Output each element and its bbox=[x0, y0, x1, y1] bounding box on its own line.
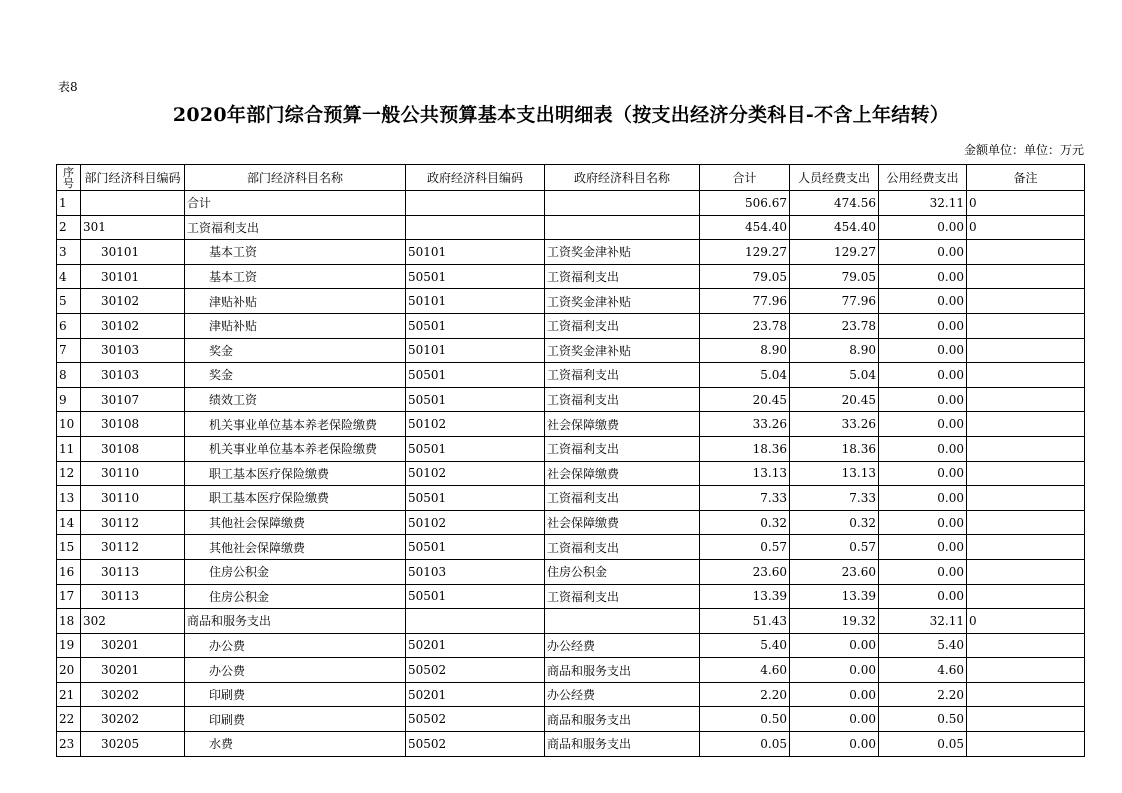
cell-total: 129.27 bbox=[700, 240, 790, 265]
cell-gov-name: 工资奖金津补贴 bbox=[545, 240, 700, 265]
cell-note bbox=[967, 412, 1085, 437]
header-public: 公用经费支出 bbox=[879, 165, 967, 191]
header-dept-code: 部门经济科目编码 bbox=[81, 165, 185, 191]
cell-gov-name: 工资福利支出 bbox=[545, 387, 700, 412]
cell-personnel: 33.26 bbox=[790, 412, 879, 437]
cell-gov-code: 50103 bbox=[406, 559, 545, 584]
cell-seq: 14 bbox=[57, 510, 81, 535]
cell-gov-code: 50101 bbox=[406, 289, 545, 314]
cell-dept-code: 30205 bbox=[81, 732, 185, 757]
cell-dept-code: 30110 bbox=[81, 461, 185, 486]
cell-gov-name: 工资福利支出 bbox=[545, 535, 700, 560]
cell-gov-name: 商品和服务支出 bbox=[545, 732, 700, 757]
cell-public: 4.60 bbox=[879, 658, 967, 683]
cell-note: 0 bbox=[967, 191, 1085, 216]
cell-gov-code: 50201 bbox=[406, 633, 545, 658]
cell-gov-code bbox=[406, 609, 545, 634]
cell-total: 2.20 bbox=[700, 682, 790, 707]
cell-total: 23.78 bbox=[700, 313, 790, 338]
cell-seq: 13 bbox=[57, 486, 81, 511]
cell-public: 0.00 bbox=[879, 289, 967, 314]
cell-public: 32.11 bbox=[879, 191, 967, 216]
cell-note: 0 bbox=[967, 215, 1085, 240]
table-row bbox=[57, 412, 1085, 437]
table-row bbox=[57, 289, 1085, 314]
header-dept-name: 部门经济科目名称 bbox=[185, 165, 406, 191]
cell-gov-name: 商品和服务支出 bbox=[545, 658, 700, 683]
cell-personnel: 20.45 bbox=[790, 387, 879, 412]
cell-seq: 21 bbox=[57, 682, 81, 707]
cell-gov-name: 工资福利支出 bbox=[545, 363, 700, 388]
cell-total: 0.50 bbox=[700, 707, 790, 732]
cell-gov-name: 办公经费 bbox=[545, 633, 700, 658]
cell-gov-name bbox=[545, 191, 700, 216]
cell-dept-name: 奖金 bbox=[185, 363, 406, 388]
cell-note bbox=[967, 633, 1085, 658]
cell-dept-code: 30202 bbox=[81, 682, 185, 707]
cell-personnel: 13.13 bbox=[790, 461, 879, 486]
header-note: 备注 bbox=[967, 165, 1085, 191]
cell-total: 5.40 bbox=[700, 633, 790, 658]
cell-dept-code: 30103 bbox=[81, 338, 185, 363]
cell-dept-code: 30113 bbox=[81, 584, 185, 609]
table-row bbox=[57, 436, 1085, 461]
table-row bbox=[57, 486, 1085, 511]
cell-seq: 6 bbox=[57, 313, 81, 338]
cell-public: 2.20 bbox=[879, 682, 967, 707]
cell-gov-code: 50102 bbox=[406, 461, 545, 486]
cell-total: 0.32 bbox=[700, 510, 790, 535]
cell-personnel: 7.33 bbox=[790, 486, 879, 511]
cell-public: 0.00 bbox=[879, 240, 967, 265]
cell-total: 13.39 bbox=[700, 584, 790, 609]
cell-dept-name: 印刷费 bbox=[185, 682, 406, 707]
cell-dept-name: 住房公积金 bbox=[185, 584, 406, 609]
cell-dept-code: 30108 bbox=[81, 436, 185, 461]
cell-gov-name: 工资福利支出 bbox=[545, 486, 700, 511]
cell-seq: 15 bbox=[57, 535, 81, 560]
cell-personnel: 79.05 bbox=[790, 264, 879, 289]
cell-total: 454.40 bbox=[700, 215, 790, 240]
cell-total: 18.36 bbox=[700, 436, 790, 461]
cell-dept-code: 30201 bbox=[81, 633, 185, 658]
cell-gov-name: 工资奖金津补贴 bbox=[545, 338, 700, 363]
cell-personnel: 0.00 bbox=[790, 633, 879, 658]
cell-gov-code: 50502 bbox=[406, 732, 545, 757]
cell-gov-name: 工资奖金津补贴 bbox=[545, 289, 700, 314]
cell-personnel: 454.40 bbox=[790, 215, 879, 240]
cell-note bbox=[967, 682, 1085, 707]
cell-note bbox=[967, 486, 1085, 511]
cell-public: 0.00 bbox=[879, 461, 967, 486]
cell-dept-code bbox=[81, 191, 185, 216]
cell-total: 13.13 bbox=[700, 461, 790, 486]
cell-total: 8.90 bbox=[700, 338, 790, 363]
table-row bbox=[57, 633, 1085, 658]
cell-public: 0.00 bbox=[879, 338, 967, 363]
cell-personnel: 23.78 bbox=[790, 313, 879, 338]
cell-personnel: 0.00 bbox=[790, 682, 879, 707]
cell-seq: 12 bbox=[57, 461, 81, 486]
cell-gov-name: 住房公积金 bbox=[545, 559, 700, 584]
cell-gov-code: 50501 bbox=[406, 264, 545, 289]
cell-gov-code: 50501 bbox=[406, 436, 545, 461]
cell-gov-code: 50102 bbox=[406, 510, 545, 535]
cell-public: 0.00 bbox=[879, 264, 967, 289]
cell-total: 7.33 bbox=[700, 486, 790, 511]
cell-seq: 9 bbox=[57, 387, 81, 412]
cell-total: 23.60 bbox=[700, 559, 790, 584]
cell-note bbox=[967, 732, 1085, 757]
cell-gov-code: 50102 bbox=[406, 412, 545, 437]
cell-total: 4.60 bbox=[700, 658, 790, 683]
cell-total: 0.05 bbox=[700, 732, 790, 757]
header-seq bbox=[57, 165, 81, 191]
cell-note bbox=[967, 584, 1085, 609]
cell-seq: 17 bbox=[57, 584, 81, 609]
table-row bbox=[57, 535, 1085, 560]
cell-public: 32.11 bbox=[879, 609, 967, 634]
cell-seq: 16 bbox=[57, 559, 81, 584]
cell-gov-name: 社会保障缴费 bbox=[545, 461, 700, 486]
cell-seq: 20 bbox=[57, 658, 81, 683]
budget-detail-table bbox=[56, 164, 1085, 757]
cell-gov-name: 工资福利支出 bbox=[545, 436, 700, 461]
cell-note bbox=[967, 461, 1085, 486]
cell-gov-code: 50501 bbox=[406, 486, 545, 511]
cell-dept-name: 水费 bbox=[185, 732, 406, 757]
cell-personnel: 18.36 bbox=[790, 436, 879, 461]
cell-seq: 23 bbox=[57, 732, 81, 757]
cell-dept-code: 302 bbox=[81, 609, 185, 634]
cell-gov-name: 工资福利支出 bbox=[545, 584, 700, 609]
cell-gov-code: 50501 bbox=[406, 535, 545, 560]
cell-personnel: 474.56 bbox=[790, 191, 879, 216]
cell-total: 79.05 bbox=[700, 264, 790, 289]
cell-dept-name: 机关事业单位基本养老保险缴费 bbox=[185, 412, 406, 437]
cell-personnel: 0.57 bbox=[790, 535, 879, 560]
cell-gov-code: 50501 bbox=[406, 584, 545, 609]
cell-public: 0.00 bbox=[879, 412, 967, 437]
sheet-tag: 表8 bbox=[58, 80, 78, 94]
cell-public: 0.00 bbox=[879, 486, 967, 511]
cell-gov-name bbox=[545, 215, 700, 240]
cell-seq: 1 bbox=[57, 191, 81, 216]
cell-seq: 11 bbox=[57, 436, 81, 461]
cell-dept-code: 30113 bbox=[81, 559, 185, 584]
cell-dept-code: 301 bbox=[81, 215, 185, 240]
cell-gov-name: 社会保障缴费 bbox=[545, 510, 700, 535]
cell-note bbox=[967, 658, 1085, 683]
cell-dept-code: 30202 bbox=[81, 707, 185, 732]
cell-public: 0.00 bbox=[879, 559, 967, 584]
cell-personnel: 23.60 bbox=[790, 559, 879, 584]
cell-dept-code: 30102 bbox=[81, 313, 185, 338]
cell-public: 0.00 bbox=[879, 535, 967, 560]
cell-dept-code: 30201 bbox=[81, 658, 185, 683]
table-row bbox=[57, 191, 1085, 216]
table-row bbox=[57, 732, 1085, 757]
table-row bbox=[57, 510, 1085, 535]
table-row bbox=[57, 240, 1085, 265]
cell-dept-code: 30110 bbox=[81, 486, 185, 511]
cell-gov-code: 50201 bbox=[406, 682, 545, 707]
table-header-row bbox=[57, 165, 1085, 191]
cell-gov-name: 办公经费 bbox=[545, 682, 700, 707]
cell-public: 0.00 bbox=[879, 215, 967, 240]
cell-dept-name: 机关事业单位基本养老保险缴费 bbox=[185, 436, 406, 461]
cell-note: 0 bbox=[967, 609, 1085, 634]
table-row bbox=[57, 461, 1085, 486]
cell-public: 0.05 bbox=[879, 732, 967, 757]
cell-public: 0.50 bbox=[879, 707, 967, 732]
cell-dept-name: 工资福利支出 bbox=[185, 215, 406, 240]
table-row bbox=[57, 215, 1085, 240]
page-title: 2020年部门综合预算一般公共预算基本支出明细表（按支出经济分类科目-不含上年结转） bbox=[172, 104, 950, 126]
cell-note bbox=[967, 436, 1085, 461]
cell-gov-name: 工资福利支出 bbox=[545, 313, 700, 338]
cell-note bbox=[967, 535, 1085, 560]
cell-public: 0.00 bbox=[879, 387, 967, 412]
cell-dept-name: 基本工资 bbox=[185, 264, 406, 289]
cell-gov-code: 50101 bbox=[406, 338, 545, 363]
cell-public: 5.40 bbox=[879, 633, 967, 658]
cell-gov-name: 社会保障缴费 bbox=[545, 412, 700, 437]
cell-personnel: 0.00 bbox=[790, 707, 879, 732]
cell-public: 0.00 bbox=[879, 363, 967, 388]
cell-dept-name: 其他社会保障缴费 bbox=[185, 535, 406, 560]
cell-dept-code: 30107 bbox=[81, 387, 185, 412]
cell-total: 506.67 bbox=[700, 191, 790, 216]
cell-note bbox=[967, 289, 1085, 314]
table-row bbox=[57, 264, 1085, 289]
table-row bbox=[57, 682, 1085, 707]
cell-dept-name: 商品和服务支出 bbox=[185, 609, 406, 634]
cell-total: 77.96 bbox=[700, 289, 790, 314]
header-gov-name: 政府经济科目名称 bbox=[545, 165, 700, 191]
cell-total: 0.57 bbox=[700, 535, 790, 560]
cell-note bbox=[967, 240, 1085, 265]
cell-personnel: 0.00 bbox=[790, 658, 879, 683]
cell-personnel: 0.00 bbox=[790, 732, 879, 757]
table-row bbox=[57, 387, 1085, 412]
cell-seq: 2 bbox=[57, 215, 81, 240]
header-personnel: 人员经费支出 bbox=[790, 165, 879, 191]
cell-seq: 5 bbox=[57, 289, 81, 314]
cell-gov-code: 50502 bbox=[406, 658, 545, 683]
cell-gov-name: 商品和服务支出 bbox=[545, 707, 700, 732]
cell-dept-name: 办公费 bbox=[185, 633, 406, 658]
cell-dept-name: 职工基本医疗保险缴费 bbox=[185, 461, 406, 486]
cell-dept-name: 办公费 bbox=[185, 658, 406, 683]
table-row bbox=[57, 609, 1085, 634]
table-row bbox=[57, 313, 1085, 338]
cell-public: 0.00 bbox=[879, 584, 967, 609]
cell-dept-code: 30101 bbox=[81, 264, 185, 289]
cell-note bbox=[967, 363, 1085, 388]
table-row bbox=[57, 559, 1085, 584]
cell-seq: 4 bbox=[57, 264, 81, 289]
cell-seq: 22 bbox=[57, 707, 81, 732]
cell-public: 0.00 bbox=[879, 510, 967, 535]
cell-gov-name: 工资福利支出 bbox=[545, 264, 700, 289]
header-seq-label: 序号 bbox=[63, 165, 74, 190]
cell-gov-name bbox=[545, 609, 700, 634]
header-gov-code: 政府经济科目编码 bbox=[406, 165, 545, 191]
cell-total: 20.45 bbox=[700, 387, 790, 412]
cell-personnel: 5.04 bbox=[790, 363, 879, 388]
cell-note bbox=[967, 510, 1085, 535]
cell-note bbox=[967, 387, 1085, 412]
cell-public: 0.00 bbox=[879, 436, 967, 461]
cell-dept-code: 30103 bbox=[81, 363, 185, 388]
cell-dept-name: 绩效工资 bbox=[185, 387, 406, 412]
cell-note bbox=[967, 264, 1085, 289]
cell-dept-name: 合计 bbox=[185, 191, 406, 216]
cell-dept-name: 基本工资 bbox=[185, 240, 406, 265]
table-row bbox=[57, 658, 1085, 683]
cell-gov-code: 50501 bbox=[406, 387, 545, 412]
cell-personnel: 19.32 bbox=[790, 609, 879, 634]
cell-seq: 10 bbox=[57, 412, 81, 437]
cell-note bbox=[967, 559, 1085, 584]
cell-dept-code: 30112 bbox=[81, 510, 185, 535]
cell-personnel: 8.90 bbox=[790, 338, 879, 363]
cell-total: 33.26 bbox=[700, 412, 790, 437]
table-row bbox=[57, 584, 1085, 609]
cell-personnel: 129.27 bbox=[790, 240, 879, 265]
cell-dept-code: 30101 bbox=[81, 240, 185, 265]
table-row bbox=[57, 363, 1085, 388]
cell-dept-name: 其他社会保障缴费 bbox=[185, 510, 406, 535]
header-total: 合计 bbox=[700, 165, 790, 191]
cell-seq: 3 bbox=[57, 240, 81, 265]
cell-seq: 7 bbox=[57, 338, 81, 363]
cell-gov-code: 50501 bbox=[406, 363, 545, 388]
cell-gov-code: 50501 bbox=[406, 313, 545, 338]
cell-dept-code: 30112 bbox=[81, 535, 185, 560]
table-row bbox=[57, 707, 1085, 732]
cell-dept-name: 住房公积金 bbox=[185, 559, 406, 584]
cell-note bbox=[967, 313, 1085, 338]
cell-gov-code: 50502 bbox=[406, 707, 545, 732]
cell-dept-name: 奖金 bbox=[185, 338, 406, 363]
cell-dept-code: 30102 bbox=[81, 289, 185, 314]
cell-seq: 18 bbox=[57, 609, 81, 634]
cell-total: 51.43 bbox=[700, 609, 790, 634]
cell-dept-code: 30108 bbox=[81, 412, 185, 437]
cell-personnel: 13.39 bbox=[790, 584, 879, 609]
cell-dept-name: 津贴补贴 bbox=[185, 289, 406, 314]
cell-public: 0.00 bbox=[879, 313, 967, 338]
cell-dept-name: 津贴补贴 bbox=[185, 313, 406, 338]
cell-seq: 19 bbox=[57, 633, 81, 658]
cell-personnel: 0.32 bbox=[790, 510, 879, 535]
cell-gov-code bbox=[406, 215, 545, 240]
cell-seq: 8 bbox=[57, 363, 81, 388]
cell-note bbox=[967, 338, 1085, 363]
cell-gov-code: 50101 bbox=[406, 240, 545, 265]
cell-note bbox=[967, 707, 1085, 732]
table-row bbox=[57, 338, 1085, 363]
cell-gov-code bbox=[406, 191, 545, 216]
amount-unit-label: 金额单位：单位：万元 bbox=[963, 143, 1084, 157]
cell-personnel: 77.96 bbox=[790, 289, 879, 314]
cell-total: 5.04 bbox=[700, 363, 790, 388]
cell-dept-name: 印刷费 bbox=[185, 707, 406, 732]
cell-dept-name: 职工基本医疗保险缴费 bbox=[185, 486, 406, 511]
